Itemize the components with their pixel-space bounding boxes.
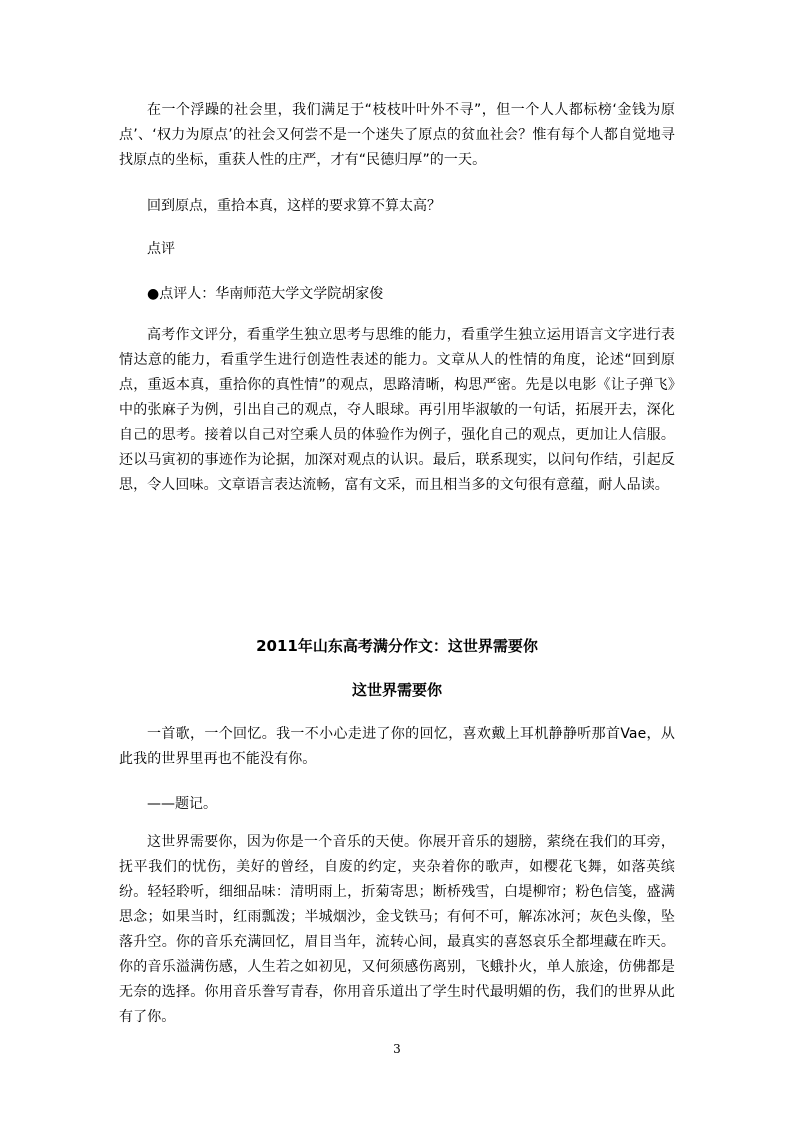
article-epigraph: ——题记。 [147,796,217,812]
page-number: 3 [393,1042,401,1056]
article-heading: 2011年山东高考满分作文：这世界需要你 [256,637,538,655]
commentator-line: ●点评人：华南师范大学文学院胡家俊 [147,286,384,302]
paragraph-original-text: 在一个浮躁的社会里，我们满足于“枝枝叶叶外不寻”，但一个人人都标榜‘金钱为原点’、‘权力为原点’的社会又何尝不是一个迷失了原点的贫血社会？惟有每个人都自觉地寻找原点的坐标，重获人性的庄严，才有“民德归厚”的一天。 [119,102,675,168]
paragraph-closing-question: 回到原点，重拾本真，这样的要求算不算太高？ [147,198,441,214]
comment-heading: 点评 [147,241,175,257]
article-body-paragraph: 这世界需要你，因为你是一个音乐的天使。你展开音乐的翅膀，萦绕在我们的耳旁，抚平我们的忧伤，美好的曾经，自废的约定，夹杂着你的歌声，如樱花飞舞，如落英缤纷。轻轻聆听，细细品味：清明雨上，折菊寄思；断桥残雪，白堤柳帘；粉色信笺，盛满思念；如果当时，红雨瓢泼；半城烟沙，金戈铁马；有何不可，解冻冰河；灰色头像，坠落升空。你的音乐充满回忆，眉目当年，流转心间，最真实的喜怒哀乐全都埋藏在昨天。你的音乐溢满伤感，人生若之如初见，又何须感伤离别，飞蛾扑火，单人旅途，仿佛都是无奈的选择。你用音乐誊写青春，你用音乐道出了学生时代最明媚的伤，我们的世界从此有了你。 [119,834,675,1025]
article-subheading: 这世界需要你 [351,681,442,699]
commentary-paragraph: 高考作文评分，看重学生独立思考与思维的能力，看重学生独立运用语言文字进行表情达意的能力，看重学生进行创造性表述的能力。文章从人的性情的角度，论述“回到原点，重返本真，重拾你的真性情”的观点，思路清晰，构思严密。先是以电影《让子弹飞》中的张麻子为例，引出自己的观点，夺人眼球。再引用毕淑敏的一句话，拓展开去，深化自己的思考。接着以自己对空乘人员的体验作为例子，强化自己的观点，更加让人信服。还以马寅初的事迹作为论据，加深对观点的认识。最后，联系现实，以问句作结，引起反思，令人回味。文章语言表达流畅，富有文采，而且相当多的文句很有意蕴，耐人品读。 [119,327,675,493]
article-intro: 一首歌，一个回忆。我一不小心走进了你的回忆，喜欢戴上耳机静静听那首Vae，从此我的世界里再也不能没有你。 [119,726,675,767]
